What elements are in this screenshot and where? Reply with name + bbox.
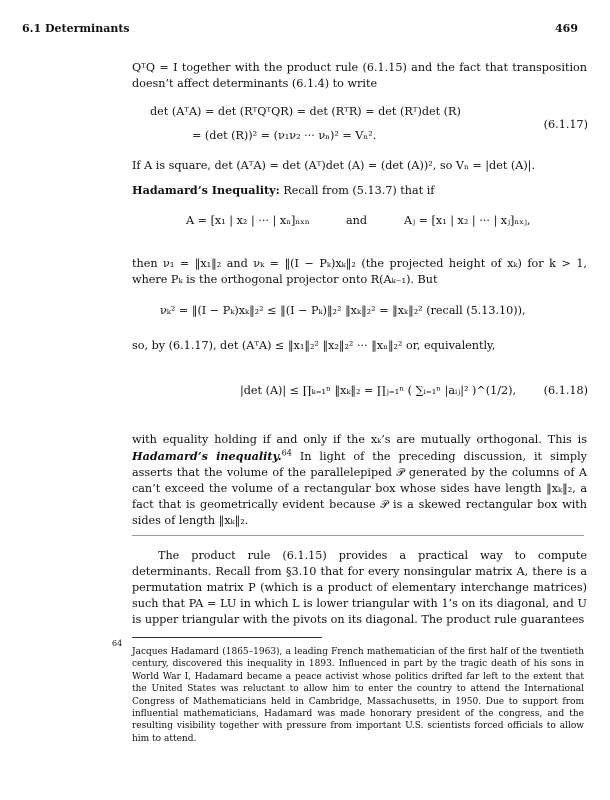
- equation-number-6-1-17: (6.1.17): [543, 118, 588, 131]
- hadamard-intro-text: Recall from (5.13.7) that if: [283, 184, 435, 197]
- footnote-64: Jacques Hadamard (1865–1963), a leading French mathematician of the first half of the twentieth century, discovered this inequality in 1893. Influenced in part by the tragic death of his sons in World War I, Hadamard became a peace activist whose politics drifted far left to the extent that the United States was reluctant to allow him to enter the country to attend the International Congress of Mathematicians held in Cambridge, Massachusetts, in 1950. Due to support from influential mathematicians, Hadamard was made honorary president of the congress, and the resulting visibility together with pressure from important U.S. scientists forced officials to allow him to attend.: [132, 647, 584, 744]
- hadamard-text-start: with equality holding if and only if the xₖ’s are mutually orthogonal. This is: [132, 433, 587, 446]
- section-title: 6.1 Determinants: [22, 22, 130, 35]
- footnote-mark: 64: [112, 639, 123, 648]
- hadamard-inequality-term: Hadamard’s inequality.: [132, 449, 282, 463]
- paragraph-equivalently: so, by (6.1.17), det (AᵀA) ≤ ‖x₁‖₂² ‖x₂‖₂² ··· ‖xₙ‖₂² or, equivalently,: [132, 339, 496, 352]
- section-divider: [132, 535, 584, 536]
- hadamard-text-rest: In light of the preceding discussion, it simply asserts that the volume of the parallelepiped 𝒫 generated by the columns of A can’t exceed the volume of a rectangular box whose sides have length ‖xₖ‖₂, a fact that is geometrically evident because 𝒫 is a skewed rectangular box with sides of length ‖xₖ‖₂.: [132, 450, 587, 527]
- equation-nu-k: νₖ² = ‖(I − Pₖ)xₖ‖₂² ≤ ‖(I − Pₖ)‖₂² ‖xₖ‖₂² = ‖xₖ‖₂² (recall (5.13.10)),: [160, 304, 526, 317]
- paragraph-hadamard-intro: [132, 182, 587, 199]
- equation-6-1-18: |det (A)| ≤ ∏ₖ₌₁ⁿ ‖xₖ‖₂ = ∏ⱼ₌₁ⁿ ( ∑ᵢ₌₁ⁿ |aᵢⱼ|² )^(1/2),: [240, 384, 517, 397]
- paragraph-projected-height: then ν₁ = ‖x₁‖₂ and νₖ = ‖(I − Pₖ)xₖ‖₂ (the projected height of xₖ) for k > 1, where Pₖ is the orthogonal projector onto R(Aₖ₋₁). But: [132, 257, 587, 286]
- paragraph-intro: QᵀQ = I together with the product rule (6.1.15) and the fact that transposition doesn’t affect determinants (6.1.4) to write: [132, 61, 587, 90]
- equation-6-1-17-line1: det (AᵀA) = det (RᵀQᵀQR) = det (RᵀR) = det (Rᵀ)det (R): [150, 105, 461, 118]
- paragraph-square-case: If A is square, det (AᵀA) = det (Aᵀ)det (A) = (det (A))², so Vₙ = |det (A)|.: [132, 159, 536, 172]
- page-number: 469: [555, 22, 578, 35]
- footnote-ref-64: 64: [281, 448, 292, 458]
- paragraph-product-rule: The product rule (6.1.15) provides a practical way to compute determinants. Recall from §3.10 that for every nonsingular matrix A, there is a permutation matrix P (which is a product of elementary interchange matrices) such that PA = LU in which L is lower triangular with 1’s on its diagonal, and U is upper triangular with the pivots on its diagonal. The product rule guarantees: [132, 549, 587, 626]
- footnote-rule: [132, 637, 322, 638]
- equation-number-6-1-18: (6.1.18): [543, 384, 588, 397]
- matrix-and-word: and: [346, 214, 368, 227]
- paragraph-hadamard-inequality: [132, 432, 587, 529]
- equation-6-1-17-line2: = (det (R))² = (ν₁ν₂ ··· νₙ)² = Vₙ².: [192, 129, 377, 142]
- matrix-aj-definition: Aⱼ = [x₁ | x₂ | ··· | xⱼ]ₙₓⱼ,: [404, 214, 531, 227]
- matrix-a-definition: A = [x₁ | x₂ | ··· | xₙ]ₙₓₙ: [186, 214, 310, 227]
- running-header: [22, 22, 588, 40]
- hadamard-heading: Hadamard’s Inequality:: [132, 183, 280, 197]
